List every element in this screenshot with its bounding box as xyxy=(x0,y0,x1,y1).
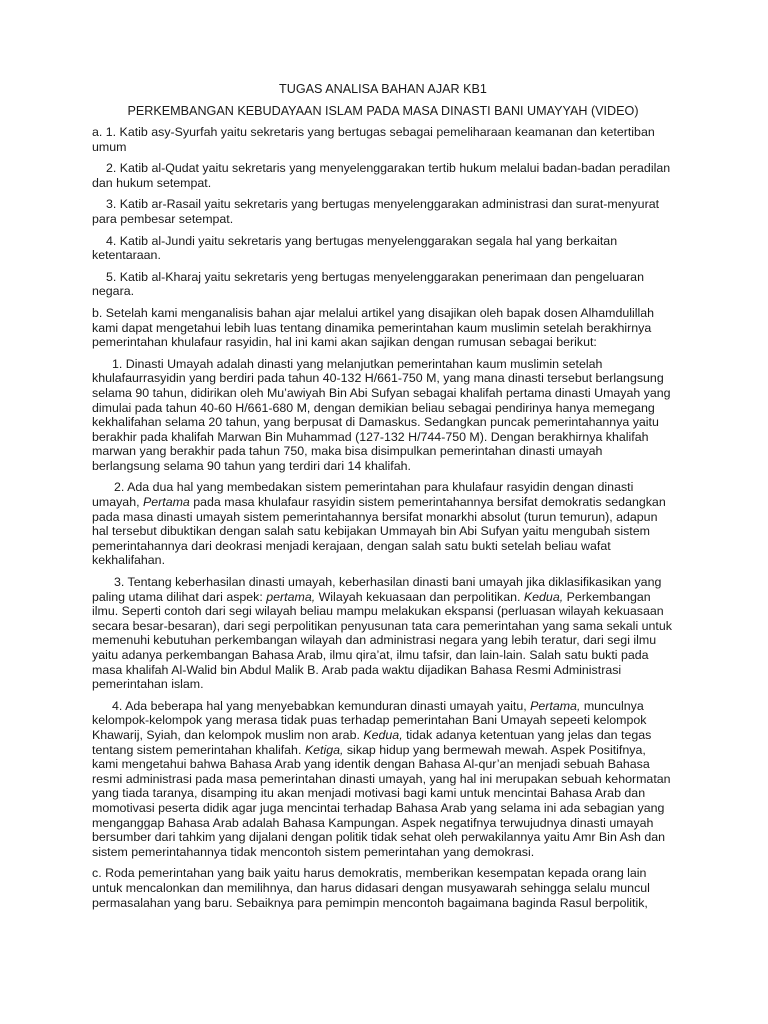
point-2-emphasis: Pertama xyxy=(142,495,190,510)
section-a-item-5: 5. Katib al-Kharaj yaitu sekretaris yeng bertugas menyelenggarakan penerimaan dan pengeluaran negara. xyxy=(92,269,644,299)
point-3-text-b: Wilayah kekuasaan dan perpolitikan. xyxy=(315,589,524,604)
section-b-point-2 xyxy=(92,480,674,568)
point-4-text-a: 4. Ada beberapa hal yang menyebabkan kemunduran dinasti umayah yaitu, xyxy=(112,698,531,713)
point-4-text-c: tidak adanya ketentuan yang jelas dan tegas tentang sistem pemerintahan khalifah. xyxy=(92,727,652,757)
section-c: c. Roda pemerintahan yang baik yaitu harus demokratis, memberikan kesempatan kepada orang lain untuk mencalonkan dan memilihnya, dan harus didasari dengan musyawarah sehingga selalu muncul permasalahan yang baru. Sebaiknya para pemimpin mencontoh bagaimana baginda Rasul berpolitik, xyxy=(92,866,650,910)
point-3-text-c: Perkembangan ilmu. Seperti contoh dari segi wilayah beliau mampu melakukan ekspansi (perluasan wilayah kekuasaan secara besar-besaran), dari segi perpolitikan penyusunan tata cara pemerintahan yang sama sekali untuk memenuhi kebutuhan perkembangan wilayah dan administrasi negara yang lebih teratur, dari segi ilmu yaitu adanya perkembangan Bahasa Arab, ilmu qira’at, ilmu tafsir, dan lain-lain. Salah satu bukti pada masa khalifah Al-Walid bin Abdul Malik B. Arab pada waktu dijadikan Bahasa Resmi Administrasi pemerintahan islam. xyxy=(92,589,672,692)
section-a-item-1: a. 1. Katib asy-Syurfah yaitu sekretaris yang bertugas sebagai pemeliharaan keamanan dan ketertiban umum xyxy=(92,125,655,154)
section-b-intro: b. Setelah kami menganalisis bahan ajar melalui artikel yang disajikan oleh bapak dosen Alhamdulillah kami dapat mengetahui lebih luas tentang dinamika pemerintahan kaum muslimin setelah berakhirnya pemerintahan khulafaur rasyidin, hal ini kami akan sajikan dengan rumusan sebagai berikut: xyxy=(92,305,655,350)
point-3-text-a: 3. Tentang keberhasilan dinasti umayah, keberhasilan dinasti bani umayah jika diklasifikasikan yang paling utama dilihat dari aspek: xyxy=(92,575,662,604)
point-2-text-a: 2. Ada dua hal yang membedakan sistem pemerintahan para khulafaur rasyidin dengan dinasti umayah, xyxy=(92,480,634,510)
document-subtitle: PERKEMBANGAN KEBUDAYAAN ISLAM PADA MASA DINASTI BANI UMAYYAH (VIDEO) xyxy=(127,104,639,118)
section-b-point-3 xyxy=(92,575,674,692)
section-a-item-4: 4. Katib al-Jundi yaitu sekretaris yang bertugas menyelenggarakan segala hal yang berkaitan ketentaraan. xyxy=(92,233,618,263)
point-4-text-d: sikap hidup yang bermewah mewah. Aspek Positifnya, kami mengetahui bahwa Bahasa Arab yang identik dengan Bahasa Al-qur’an menjadi sebuah Bahasa resmi administrasi pada masa pemerintahan dinasti umayah, yang hal ini merupakan sebuah kehormatan yang tiada taranya, disamping itu akan menjadi motivasi bagi kami untuk mencintai Bahasa Arab dan momotivasi peserta didik agar juga mencintai terhadap Bahasa Arab yang selama ini ada sebagian yang menganggap Bahasa Arab adalah Bahasa Kampungan. Aspek negatifnya terwujudnya dinasti umayah bersumber dari tahkim yang dijalani dengan politik tidak sehat oleh perwakilannya yaitu Amr Bin Ash dan sistem pemerintahannya tidak mencontoh sistem pemerintahan yang demokrasi. xyxy=(92,742,671,859)
point-2-text-b: pada masa khulafaur rasyidin sistem pemerintahannya bersifat demokratis sedangkan pada masa dinasti umayah sistem pemerintahannya bersifat monarkhi absolut (turun temurun), adapun hal tersebut dibuktikan dengan salah satu kebijakan Ummayah bin Abi Sufyan yaitu mengubah sistem pemerintahannya dari deokrasi menjadi kerajaan, dengan salah satu bukti setelah beliau wafat kekhalifahan. xyxy=(92,495,666,568)
section-b-point-1: 1. Dinasti Umayah adalah dinasti yang melanjutkan pemerintahan kaum muslimin setelah khulafaurrasyidin yang berdiri pada tahun 40-132 H/661-750 M, yang mana dinasti tersebut berlangsung selama 90 tahun, didirikan oleh Mu’awiyah Bin Abi Sufyan sebagai khalifah pertama dinasti Umayah yang dimulai pada tahun 40-60 H/661-680 M, dengan demikian beliau sebagai pendirinya hanya memegang kekhalifahan selama 20 tahun, yang berpusat di Damaskus. Sedangkan puncak pemerintahannya yaitu berakhir pada khalifah Marwan Bin Muhammad (127-132 H/744-750 M). Dengan berakhirnya khalifah marwan yang berakhir pada tahun 750, maka bisa disimpulkan pemerintahan dinasti umayah berlangsung selama 90 tahun yang terdiri dari 14 khalifah. xyxy=(92,356,671,473)
point-4-emphasis-1: Pertama, xyxy=(530,698,581,713)
document-page xyxy=(92,82,674,917)
point-4-emphasis-3: Ketiga, xyxy=(304,742,344,757)
point-4-emphasis-2: Kedua, xyxy=(363,727,403,742)
section-a-item-2: 2. Katib al-Qudat yaitu sekretaris yang menyelenggarakan tertib hukum melalui badan-badan peradilan dan hukum setempat. xyxy=(92,161,671,190)
point-3-emphasis-1: pertama, xyxy=(266,589,316,604)
point-3-emphasis-2: Kedua, xyxy=(523,589,564,604)
section-a-item-3: 3. Katib ar-Rasail yaitu sekretaris yang bertugas menyelenggarakan administrasi dan surat-menyurat para pembesar setempat. xyxy=(92,197,660,226)
point-4-text-b: munculnya kelompok-kelompok yang merasa tidak puas terhadap pemerintahan Bani Umayah sepeeti kelompok Khawarij, Syiah, dan kelompok muslim non arab. xyxy=(92,698,647,742)
section-b-point-4 xyxy=(92,699,674,860)
document-title: TUGAS ANALISA BAHAN AJAR KB1 xyxy=(279,82,487,96)
